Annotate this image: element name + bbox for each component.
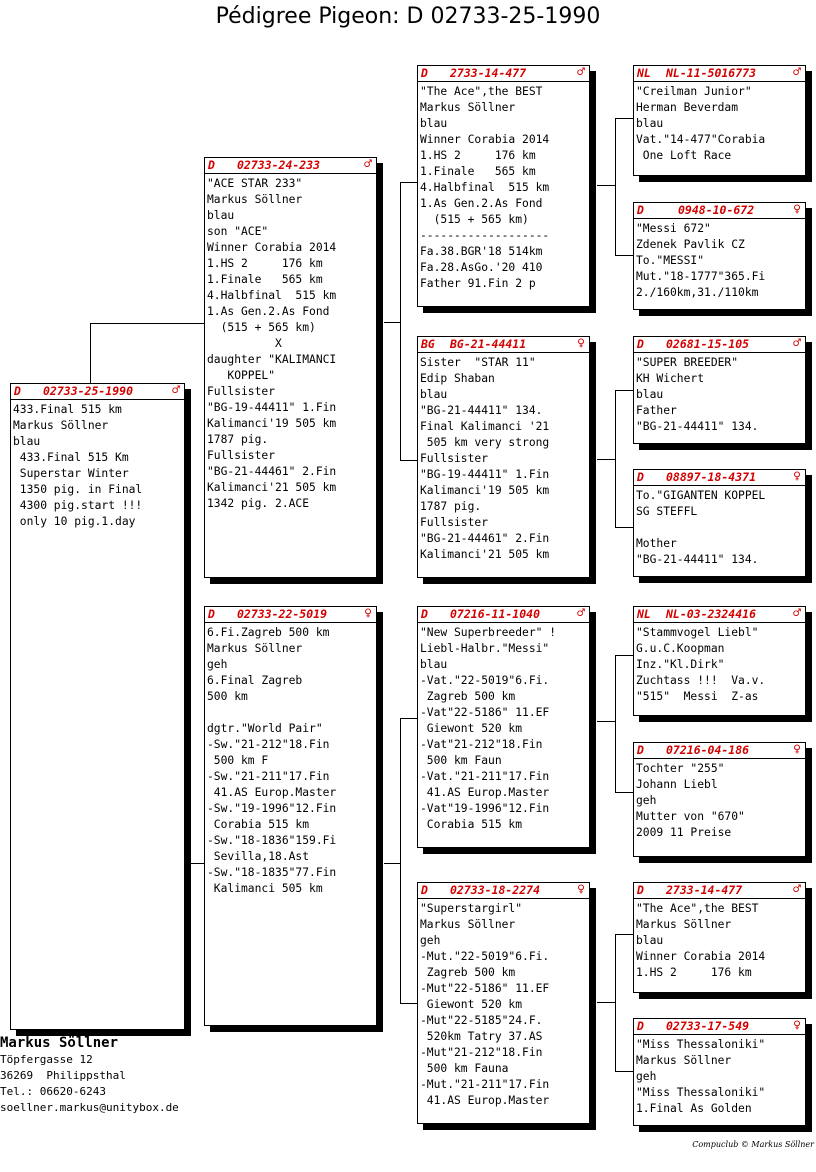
pedigree-line: geh (420, 934, 441, 947)
pedigree-line: "The Ace",the BEST (420, 85, 543, 98)
pedigree-line: Sevilla,18.Ast (207, 850, 310, 863)
pedigree-line: geh (636, 794, 657, 807)
pedigree-line: 1.HS 2 176 km (420, 149, 536, 162)
pedigree-line: Liebl-Halbr."Messi" (420, 642, 550, 655)
pedigree-line: Mother (636, 537, 677, 550)
pedigree-line: SG STEFFL (636, 505, 698, 518)
male-icon: ♂ (577, 606, 585, 621)
pedigree-line: "515" Messi Z-as (636, 690, 759, 703)
pedigree-line: Sister "STAR 11" (420, 356, 536, 369)
ring-number: 08897-18-4371 (666, 470, 757, 484)
male-icon: ♂ (793, 606, 801, 621)
pedigree-line: One Loft Race (636, 149, 732, 162)
female-icon: ♀ (793, 1018, 801, 1033)
pedigree-line: Kalimanci'21 505 km (207, 481, 337, 494)
pedigree-line: 1.As Gen.2.As Fond (420, 197, 543, 210)
connector-line (384, 322, 400, 323)
pedigree-line: "The Ace",the BEST (636, 902, 759, 915)
pedigree-line: Corabia 515 km (420, 818, 523, 831)
male-icon: ♂ (577, 65, 585, 80)
pedigree-line: -Vat."22-5019"6.Fi. (420, 674, 550, 687)
pedigree-line: (515 + 565 km) (207, 321, 316, 334)
footer-credit: Compuclub © Markus Söllner (692, 1140, 814, 1149)
female-icon: ♀ (793, 202, 801, 217)
country-code: D (637, 203, 644, 217)
connector-line (400, 460, 417, 461)
card-body (634, 623, 805, 705)
country-code: D (637, 1019, 644, 1033)
pedigree-line: "BG-19-44411" 1.Fin (420, 468, 550, 481)
pedigree-line: Fullsister (420, 452, 489, 465)
pigeon-card-father-mother (417, 336, 590, 578)
pedigree-line: Markus Söllner (13, 419, 109, 432)
connector-line (597, 1002, 615, 1003)
pedigree-line: Kalimanci'19 505 km (207, 417, 337, 430)
connector-line (615, 655, 633, 656)
pedigree-line: Winner Corabia 2014 (636, 950, 766, 963)
card-header (634, 883, 805, 899)
pedigree-line: blau (636, 117, 664, 130)
pedigree-line: 1.As Gen.2.As Fond (207, 305, 330, 318)
pedigree-line: "BG-21-44411" 134. (420, 404, 543, 417)
pedigree-line: Giewont 520 km (420, 998, 523, 1011)
pedigree-line: Fullsister (420, 516, 489, 529)
pedigree-line: -Sw."19-1996"12.Fin (207, 802, 337, 815)
pedigree-line: 4300 pig.start !!! (13, 499, 143, 512)
connector-line (400, 1003, 417, 1004)
pedigree-line: (515 + 565 km) (420, 213, 529, 226)
connector-line (615, 655, 616, 792)
pedigree-line: blau (636, 388, 664, 401)
pedigree-line: Winner Corabia 2014 (207, 241, 337, 254)
female-icon: ♀ (577, 336, 585, 351)
pedigree-line: blau (420, 388, 448, 401)
pedigree-line: KOPPEL" (207, 369, 276, 382)
owner-phone: Tel.: 06620-6243 (0, 1085, 106, 1098)
pedigree-line: 1.HS 2 176 km (636, 966, 752, 979)
female-icon: ♀ (793, 742, 801, 757)
card-body (634, 219, 805, 301)
pedigree-line: geh (636, 1070, 657, 1083)
card-header (11, 384, 184, 400)
pedigree-line: To."GIGANTEN KOPPEL (636, 489, 766, 502)
pedigree-line: -Mut"22-5186" 11.EF (420, 982, 550, 995)
pedigree-line: -Sw."21-212"18.Fin (207, 738, 330, 751)
pedigree-line: -Mut"21-212"18.Fin (420, 1046, 543, 1059)
country-code: D (421, 66, 428, 80)
card-body (418, 623, 589, 833)
country-code: D (208, 158, 215, 172)
pedigree-line: blau (420, 117, 448, 130)
pedigree-line: 500 km F (207, 754, 269, 767)
country-code: D (637, 743, 644, 757)
ring-number: BG-21-44411 (450, 337, 527, 351)
ring-number: 02681-15-105 (666, 337, 750, 351)
country-code: NL (637, 66, 651, 80)
country-code: D (421, 883, 428, 897)
connector-line (615, 118, 616, 255)
pedigree-line: To."MESSI" (636, 254, 705, 267)
connector-line (615, 255, 633, 256)
country-code: D (421, 607, 428, 621)
connector-line (400, 182, 401, 460)
pedigree-line: Superstar Winter (13, 467, 129, 480)
pedigree-line: Markus Söllner (636, 918, 732, 931)
card-header (418, 66, 589, 82)
connector-line (400, 718, 417, 719)
connector-line (615, 390, 633, 391)
pedigree-line: Tochter "255" (636, 762, 725, 775)
pigeon-card-fm-mother (633, 469, 806, 577)
pedigree-line: "Stammvogel Liebl" (636, 626, 759, 639)
connector-line (615, 1071, 633, 1072)
pedigree-line: "Miss Thessaloniki" (636, 1038, 766, 1051)
pedigree-line: 1.Final As Golden (636, 1102, 752, 1115)
pedigree-line: 500 km (207, 690, 248, 703)
card-header (205, 607, 376, 623)
pedigree-line: Final Kalimanci '21 (420, 420, 550, 433)
connector-line (615, 934, 633, 935)
card-body (418, 353, 589, 563)
pedigree-line: -Vat"19-1996"12.Fin (420, 802, 550, 815)
card-body (634, 82, 805, 164)
pedigree-line: "Miss Thessaloniki" (636, 1086, 766, 1099)
pedigree-line: Markus Söllner (420, 918, 516, 931)
pedigree-line: blau (13, 435, 41, 448)
ring-number: 02733-22-5019 (237, 607, 328, 621)
pedigree-line: Zdenek Pavlik CZ (636, 238, 745, 251)
card-header (634, 1019, 805, 1035)
pedigree-line: Father (636, 404, 677, 417)
pigeon-card-mother (204, 606, 377, 1026)
ring-number: 0948-10-672 (678, 203, 755, 217)
pigeon-card-mf-mother (633, 742, 806, 857)
owner-name: Markus Söllner (0, 1035, 119, 1051)
pedigree-line: Mutter von "670" (636, 810, 745, 823)
pedigree-line: Markus Söllner (636, 1054, 732, 1067)
male-icon: ♂ (172, 383, 180, 398)
pedigree-line: dgtr."World Pair" (207, 722, 323, 735)
pedigree-line: Kalimanci'21 505 km (420, 548, 550, 561)
pedigree-line: Zuchtass !!! Va.v. (636, 674, 766, 687)
connector-line (597, 721, 615, 722)
pedigree-line: -Mut."21-211"17.Fin (420, 1078, 550, 1091)
pedigree-line: G.u.C.Koopman (636, 642, 725, 655)
ring-number: 02733-17-549 (666, 1019, 750, 1033)
pedigree-line: "Messi 672" (636, 222, 711, 235)
connector-line (400, 718, 401, 1003)
pedigree-line: daughter "KALIMANCI (207, 353, 337, 366)
connector-line (90, 323, 204, 324)
pedigree-line: only 10 pig.1.day (13, 515, 136, 528)
pedigree-line: 433.Final 515 Km (13, 451, 129, 464)
pedigree-line: Zagreb 500 km (420, 690, 516, 703)
pedigree-line: blau (420, 658, 448, 671)
pedigree-line: 41.AS Europ.Master (207, 786, 337, 799)
pigeon-card-ff-mother (633, 202, 806, 310)
pedigree-line (636, 520, 805, 536)
pedigree-line: 433.Final 515 km (13, 403, 122, 416)
pedigree-line: 500 km Faun (420, 754, 502, 767)
pedigree-line: 520km Tatry 37.AS (420, 1030, 543, 1043)
pedigree-line: "ACE STAR 233" (207, 177, 303, 190)
pedigree-line: 41.AS Europ.Master (420, 1094, 550, 1107)
pedigree-line: blau (207, 209, 235, 222)
pedigree-line: Johann Liebl (636, 778, 718, 791)
card-body (205, 174, 376, 512)
pigeon-card-mother-mother (417, 882, 590, 1124)
card-body (205, 623, 376, 897)
owner-email[interactable]: soellner.markus@unitybox.de (0, 1101, 179, 1114)
connector-line (615, 527, 633, 528)
card-header (418, 337, 589, 353)
pigeon-card-subject (10, 383, 185, 1030)
pedigree-line: -Sw."18-1835"77.Fin (207, 866, 337, 879)
pigeon-card-mm-mother (633, 1018, 806, 1126)
pedigree-line: 6.Final Zagreb (207, 674, 303, 687)
pedigree-line (207, 705, 376, 721)
card-body (11, 400, 184, 530)
pedigree-line: 1787 pig. (420, 500, 482, 513)
pedigree-line: 500 km Fauna (420, 1062, 509, 1075)
pedigree-line: 2./160km,31./110km (636, 286, 759, 299)
pedigree-line: Herman Beverdam (636, 101, 739, 114)
pedigree-line: Kalimanci'19 505 km (420, 484, 550, 497)
pedigree-line: 4.Halbfinal 515 km (207, 289, 337, 302)
pedigree-line: Fullsister (207, 385, 276, 398)
male-icon: ♂ (793, 65, 801, 80)
country-code: D (637, 470, 644, 484)
country-code: BG (421, 337, 435, 351)
owner-block (0, 1034, 179, 1116)
page-title: Pédigree Pigeon: D 02733-25-1990 (215, 4, 601, 29)
pigeon-card-ff-father (633, 65, 806, 176)
pedigree-line: -Vat"22-5186" 11.EF (420, 706, 550, 719)
pedigree-line: Fa.28.AsGo.'20 410 (420, 261, 543, 274)
ring-number: 02733-18-2274 (450, 883, 541, 897)
pedigree-line: X (207, 337, 282, 350)
pedigree-line: ------------------- (420, 229, 550, 242)
female-icon: ♀ (364, 606, 372, 621)
connector-line (615, 934, 616, 1071)
pedigree-line: Inz."Kl.Dirk" (636, 658, 725, 671)
pedigree-line: 4.Halbfinal 515 km (420, 181, 550, 194)
ring-number: NL-03-2324416 (666, 607, 757, 621)
pedigree-line: "SUPER BREEDER" (636, 356, 739, 369)
ring-number: 2733-14-477 (666, 883, 743, 897)
ring-number: 02733-24-233 (237, 158, 321, 172)
pedigree-line: Markus Söllner (420, 101, 516, 114)
card-header (205, 158, 376, 174)
card-body (634, 899, 805, 981)
connector-line (384, 863, 400, 864)
male-icon: ♂ (364, 157, 372, 172)
ring-number: 02733-25-1990 (43, 384, 134, 398)
pedigree-line: "BG-21-44411" 134. (636, 553, 759, 566)
pedigree-line: Corabia 515 km (207, 818, 310, 831)
pedigree-line: -Sw."18-1836"159.Fi (207, 834, 337, 847)
card-header (418, 607, 589, 623)
pedigree-line: -Vat"21-212"18.Fin (420, 738, 543, 751)
pigeon-card-fm-father (633, 336, 806, 444)
connector-line (597, 459, 615, 460)
ring-number: NL-11-5016773 (666, 66, 757, 80)
pedigree-line: 1787 pig. (207, 433, 269, 446)
pedigree-line: "BG-21-44461" 2.Fin (207, 465, 337, 478)
pedigree-line: 1350 pig. in Final (13, 483, 143, 496)
pedigree-line: son "ACE" (207, 225, 269, 238)
pedigree-line: 1.Finale 565 km (207, 273, 323, 286)
pedigree-line: 41.AS Europ.Master (420, 786, 550, 799)
pedigree-line: -Sw."21-211"17.Fin (207, 770, 330, 783)
pedigree-line: Kalimanci 505 km (207, 882, 323, 895)
pedigree-line: "BG-19-44411" 1.Fin (207, 401, 337, 414)
pedigree-line: blau (636, 934, 664, 947)
pedigree-line: "BG-21-44461" 2.Fin (420, 532, 550, 545)
card-header (418, 883, 589, 899)
owner-city: 36269 Philippsthal (0, 1069, 126, 1082)
country-code: NL (637, 607, 651, 621)
ring-number: 07216-11-1040 (450, 607, 541, 621)
pedigree-line: Winner Corabia 2014 (420, 133, 550, 146)
pedigree-line: Zagreb 500 km (420, 966, 516, 979)
country-code: D (208, 607, 215, 621)
pedigree-line: "New Superbreeder" ! (420, 626, 557, 639)
card-header (634, 607, 805, 623)
pedigree-line: geh (207, 658, 228, 671)
connector-line (615, 792, 633, 793)
owner-street: Töpfergasse 12 (0, 1053, 93, 1066)
ring-number: 07216-04-186 (666, 743, 750, 757)
connector-line (615, 118, 633, 119)
pedigree-line: "BG-21-44411" 134. (636, 420, 759, 433)
pedigree-line: Markus Söllner (207, 193, 303, 206)
pigeon-card-father-father (417, 65, 590, 307)
pedigree-line: 1.Finale 565 km (420, 165, 536, 178)
ring-number: 2733-14-477 (450, 66, 527, 80)
female-icon: ♀ (793, 469, 801, 484)
card-header (634, 470, 805, 486)
card-header (634, 203, 805, 219)
pedigree-line: 1.HS 2 176 km (207, 257, 323, 270)
pedigree-line: -Vat."21-211"17.Fin (420, 770, 550, 783)
pedigree-line: Fullsister (207, 449, 276, 462)
pedigree-line: -Mut."22-5019"6.Fi. (420, 950, 550, 963)
card-body (634, 759, 805, 841)
connector-line (615, 390, 616, 527)
country-code: D (637, 883, 644, 897)
pedigree-line: Mut."18-1777"365.Fi (636, 270, 766, 283)
pedigree-line: Giewont 520 km (420, 722, 523, 735)
pedigree-line: Vat."14-477"Corabia (636, 133, 766, 146)
card-body (634, 1035, 805, 1117)
connector-line (400, 182, 417, 183)
pedigree-line: Edip Shaban (420, 372, 495, 385)
female-icon: ♀ (577, 882, 585, 897)
card-body (418, 82, 589, 292)
pigeon-card-mother-father (417, 606, 590, 848)
card-header (634, 66, 805, 82)
pedigree-line: 1342 pig. 2.ACE (207, 497, 310, 510)
pedigree-line: 505 km very strong (420, 436, 550, 449)
pedigree-line: 6.Fi.Zagreb 500 km (207, 626, 330, 639)
card-header (634, 337, 805, 353)
pigeon-card-father (204, 157, 377, 578)
country-code: D (14, 384, 21, 398)
pedigree-line: "Superstargirl" (420, 902, 523, 915)
card-body (418, 899, 589, 1109)
pigeon-card-mm-father (633, 882, 806, 993)
connector-line (597, 185, 615, 186)
male-icon: ♂ (793, 882, 801, 897)
card-body (634, 353, 805, 435)
pedigree-line: KH Wichert (636, 372, 705, 385)
pedigree-line: "Creilman Junior" (636, 85, 752, 98)
male-icon: ♂ (793, 336, 801, 351)
pedigree-line: -Mut"22-5185"24.F. (420, 1014, 543, 1027)
pedigree-line: 2009 11 Preise (636, 826, 732, 839)
country-code: D (637, 337, 644, 351)
card-body (634, 486, 805, 568)
pedigree-line: Markus Söllner (207, 642, 303, 655)
pedigree-line: Father 91.Fin 2 p (420, 277, 536, 290)
card-header (634, 743, 805, 759)
pedigree-line: Fa.38.BGR'18 514km (420, 245, 543, 258)
pigeon-card-mf-father (633, 606, 806, 716)
